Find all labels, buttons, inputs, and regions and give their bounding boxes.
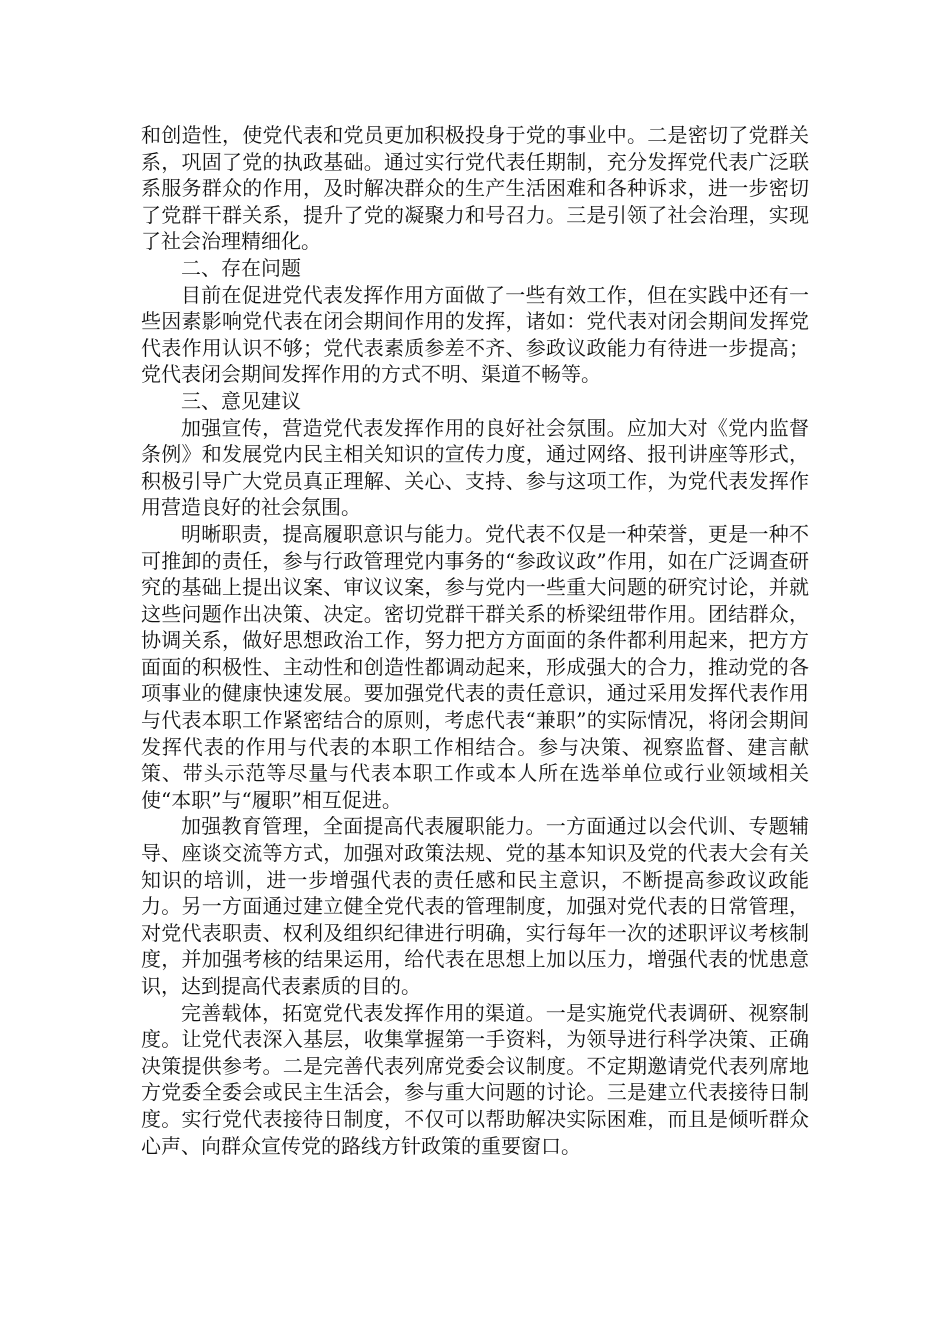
paragraph-duties: 明晰职责，提高履职意识与能力。党代表不仅是一种荣誉，更是一种不可推卸的责任，参与行政管理党内事务的“参政议政”作用，如在广泛调查研究的基础上提出议案、审议议案，参与党内一些重大问题的研究讨论，并就这些问题作出决策、决定。密切党群干群关系的桥梁纽带作用。团结群众，协调关系，做好思想政治工作，努力把方方面面的条件都利用起来，把方方面面的积极性、主动性和创造性都调动起来，形成强大的合力，推动党的各项事业的健康快速发展。要加强党代表的责任意识，通过采用发挥代表作用与代表本职工作紧密结合的原则，考虑代表“兼职”的实际情况，将闭会期间发挥代表的作用与代表的本职工作相结合。参与决策、视察监督、建言献策、带头示范等尽量与代表本职工作或本人所在选举单位或行业领域相关使“本职”与“履职”相互促进。 bbox=[141, 521, 809, 812]
paragraph-education: 加强教育管理，全面提高代表履职能力。一方面通过以会代训、专题辅导、座谈交流等方式，加强对政策法规、党的基本知识及党的代表大会有关知识的培训，进一步增强代表的责任感和民主意识，不断提高参政议政能力。另一方面通过建立健全党代表的管理制度，加强对党代表的日常管理，对党代表职责、权利及组织纪律进行明确，实行每年一次的述职评议考核制度，并加强考核的结果运用，给代表在思想上加以压力，增强代表的忧患意识，达到提高代表素质的目的。 bbox=[141, 814, 809, 998]
document-body bbox=[141, 122, 809, 1159]
section-heading-suggestions: 三、意见建议 bbox=[181, 388, 301, 413]
paragraph-problems: 目前在促进党代表发挥作用方面做了一些有效工作，但在实践中还有一些因素影响党代表在闭会期间作用的发挥，诸如：党代表对闭会期间发挥党代表作用认识不够；党代表素质参差不齐、参政议政能力有待进一步提高；党代表闭会期间发挥作用的方式不明、渠道不畅等。 bbox=[141, 282, 809, 387]
paragraph-continued: 和创造性，使党代表和党员更加积极投身于党的事业中。二是密切了党群关系，巩固了党的执政基础。通过实行党代表任期制，充分发挥党代表广泛联系服务群众的作用，及时解决群众的生产生活困难和各种诉求，进一步密切了党群干群关系，提升了党的凝聚力和号召力。三是引领了社会治理，实现了社会治理精细化。 bbox=[141, 123, 809, 254]
paragraph-channels: 完善载体，拓宽党代表发挥作用的渠道。一是实施党代表调研、视察制度。让党代表深入基层，收集掌握第一手资料，为领导进行科学决策、正确决策提供参考。二是完善代表列席党委会议制度。不定期邀请党代表列席地方党委全委会或民主生活会，参与重大问题的讨论。三是建立代表接待日制度。实行党代表接待日制度，不仅可以帮助解决实际困难，而且是倾听群众心声、向群众宣传党的路线方针政策的重要窗口。 bbox=[141, 1000, 809, 1158]
section-heading-problems: 二、存在问题 bbox=[181, 255, 301, 280]
paragraph-publicity: 加强宣传，营造党代表发挥作用的良好社会氛围。应加大对《党内监督条例》和发展党内民主相关知识的宣传力度，通过网络、报刊讲座等形式，积极引导广大党员真正理解、关心、支持、参与这项工作，为党代表发挥作用营造良好的社会氛围。 bbox=[141, 415, 809, 520]
